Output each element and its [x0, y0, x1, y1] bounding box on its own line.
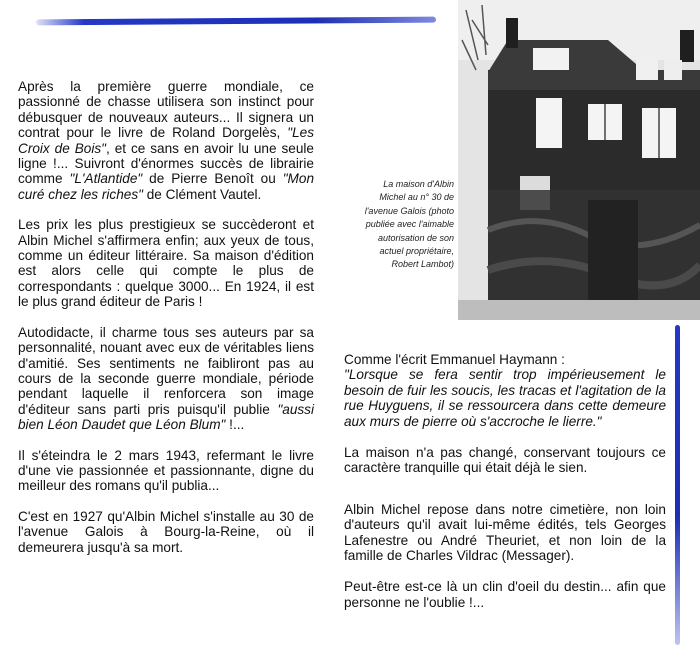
haymann-quote: "Lorsque se fera sentir trop impérieusement le besoin de fuir les soucis, les tracas et l'agitation de la rue Huyguens, il se ressourcera dans cette demeure aux murs de pierre où s'accroche le lierre."	[344, 367, 666, 429]
blue-brush-stroke-top	[36, 17, 436, 26]
italic-title: "aussi bien Léon Daudet que Léon Blum"	[18, 401, 314, 433]
italic-title: "Les Croix de Bois"	[18, 125, 314, 156]
italic-title: "L'Atlantide"	[69, 171, 143, 187]
text-run: , et ce sans en avoir lu une seule ligne !...	[18, 140, 314, 172]
text-run: Suivront d'énormes succès de librairie comme	[18, 156, 314, 187]
right-column	[344, 352, 666, 626]
text-run: C'est en 1927 qu'Albin Michel s'installe au 30 de l'avenue Galois à Bourg-la-Reine, où il demeurera jusqu'à sa mort.	[18, 508, 314, 555]
paragraph-autodidacte	[18, 325, 314, 433]
left-column	[18, 79, 314, 570]
paragraph-maison: La maison n'a pas changé, conservant toujours ce caractère tranquille qui était déjà le sien.	[344, 445, 666, 476]
house-photo	[458, 0, 700, 320]
text-run: Après la première guerre mondiale, ce passionné de chasse utilisera son instinct pour débusquer de nouveaux auteurs...	[18, 79, 314, 125]
text-run: En 1924, il est le plus grand éditeur de Paris !	[18, 278, 314, 310]
photo-caption: La maison d'Albin Michel au n° 30 de l'avenue Galois (photo publiée avec l'aimable autorisation de son actuel propriétaire, Robert Lambot)	[364, 179, 454, 270]
blue-brush-stroke-right	[675, 325, 680, 645]
text-run: !...	[225, 417, 245, 433]
text-run: Autodidacte, il charme tous ses auteurs par sa personnalité, nouant avec eux de véritables liens d'amitié. Ses sentiments ne faibliront pas au cours de la seconde guerre mondiale, période pendant laquelle il renforcera son image d'éditeur sans parti pris puisqu'il publie	[18, 324, 314, 417]
paragraph-cimetiere: Albin Michel repose dans notre cimetière, non loin d'auteurs qu'il avait lui-même édités, tels Georges Lafenestre ou André Theuriet, et non loin de la famille de Charles Vildrac (Messager).	[344, 501, 666, 564]
text-run: Il s'éteindra le 2 mars 1943, refermant le livre d'une vie passionnée et passionnante, digne du meilleur des romans qu'il publia...	[18, 447, 314, 494]
paragraph-chasse	[18, 79, 314, 202]
quote-intro: Comme l'écrit Emmanuel Haymann :	[344, 352, 565, 367]
text-run: Les prix les plus prestigieux se succèderont et Albin Michel s'affirmera enfin; aux yeux de tous, comme un éditeur littéraire.	[18, 217, 314, 264]
paragraph-prix	[18, 217, 314, 309]
italic-title: "Mon curé chez les riches"	[18, 171, 315, 202]
paragraph-destin: Peut-être est-ce là un clin d'oeil du destin... afin que personne ne l'oublie !...	[344, 579, 666, 610]
text-run: Sa maison d'édition est alors celle qui compte le plus de correspondants : quelque 3000...	[18, 248, 314, 294]
text-run: de Pierre Benoît ou	[142, 171, 283, 187]
paragraph-installation	[18, 509, 314, 555]
text-run: Il signera un contrat pour le livre de Roland Dorgelès,	[18, 109, 314, 141]
paragraph-deces	[18, 448, 314, 494]
text-run: de Clément Vautel.	[142, 186, 262, 202]
